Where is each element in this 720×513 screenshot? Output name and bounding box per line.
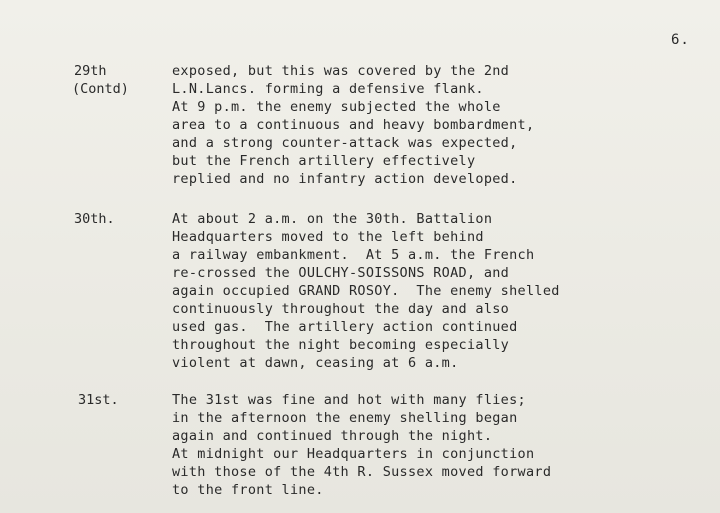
text-line: replied and no infantry action developed. [172,171,518,187]
text-line: again occupied GRAND ROSOY. The enemy shelled [172,283,560,299]
text-line: throughout the night becoming especially [172,337,510,353]
text-line: a railway embankment. At 5 a.m. the French [172,247,535,263]
date-line: (Contd) [72,81,129,97]
text-line: At 9 p.m. the enemy subjected the whole [172,99,501,115]
text-line: The 31st was fine and hot with many flies; [172,392,526,408]
text-line: L.N.Lancs. forming a defensive flank. [172,81,484,97]
text-line: violent at dawn, ceasing at 6 a.m. [172,355,459,371]
text-line: again and continued through the night. [172,428,493,444]
text-line: with those of the 4th R. Sussex moved forward [172,464,552,480]
text-line: in the afternoon the enemy shelling began [172,410,518,426]
text-line: exposed, but this was covered by the 2nd [172,63,510,79]
entry-date: 30th. [74,211,115,227]
text-line: Headquarters moved to the left behind [172,229,484,245]
text-line: area to a continuous and heavy bombardment, [172,117,535,133]
text-line: At about 2 a.m. on the 30th. Battalion [172,211,493,227]
page-number: 6. [671,32,690,48]
text-line: but the French artillery effectively [172,153,476,169]
text-line: re-crossed the OULCHY-SOISSONS ROAD, and [172,265,510,281]
entry-date: 31st. [78,392,119,408]
text-line: continuously throughout the day and also [172,301,510,317]
text-line: At midnight our Headquarters in conjunction [172,446,535,462]
text-line: used gas. The artillery action continued [172,319,518,335]
entry-date [74,62,129,98]
text-line: and a strong counter-attack was expected, [172,135,518,151]
text-line: to the front line. [172,482,324,498]
date-line: 29th [74,63,107,79]
